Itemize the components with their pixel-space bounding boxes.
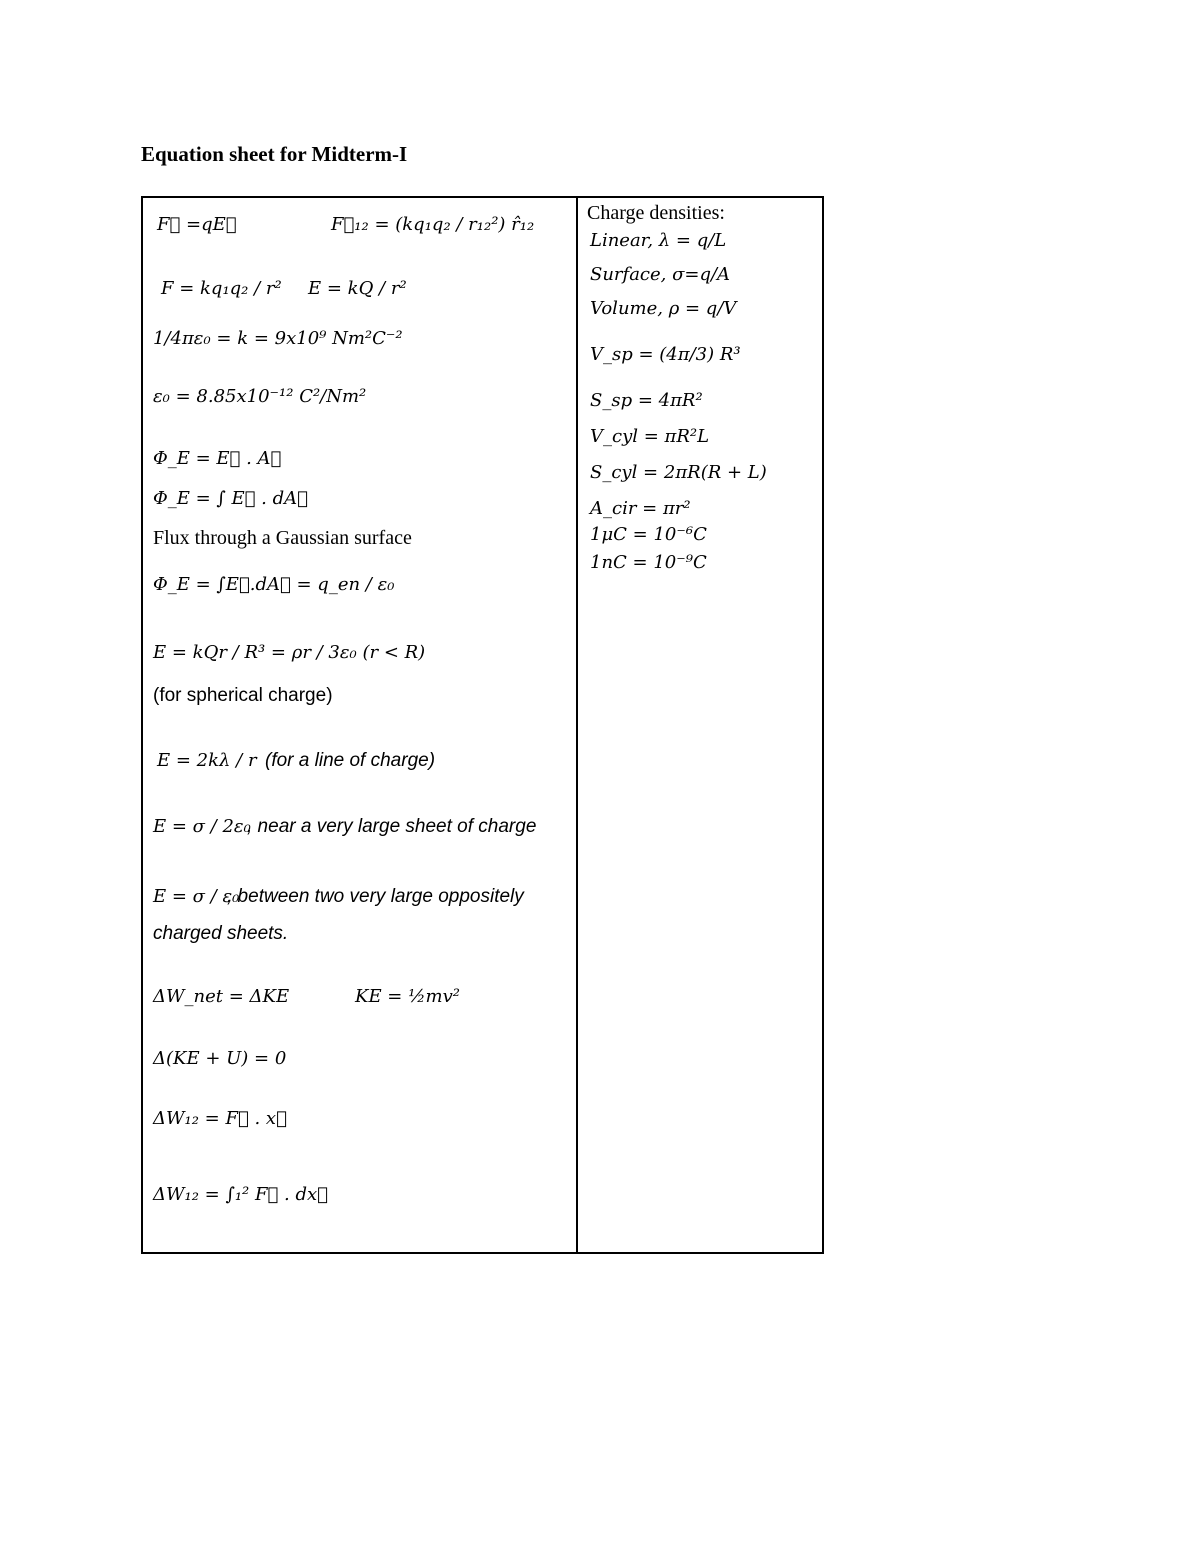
coulomb-force-magnitude-eq: F = kq₁q₂ / r²	[161, 278, 282, 299]
sphere-field-note: (for spherical charge)	[153, 685, 333, 706]
flux-gaussian-label: Flux through a Gaussian surface	[153, 527, 412, 549]
sphere-volume-eq: V_sp = (4π/3) R³	[590, 344, 741, 365]
coulomb-constant-eq: 1/4πε₀ = k = 9x10⁹ Nm²C⁻²	[153, 328, 403, 349]
charge-densities-heading: Charge densities:	[587, 202, 725, 224]
circle-area-eq: A_cir = πr²	[590, 498, 691, 519]
coulomb-force-field-eq: F⃗ =qE⃗	[157, 214, 237, 235]
nanocoulomb-eq: 1nC = 10⁻⁹C	[590, 552, 707, 573]
cylinder-volume-eq: V_cyl = πR²L	[590, 426, 710, 447]
page-title: Equation sheet for Midterm-I	[141, 142, 408, 166]
surface-density-eq: Surface, σ=q/A	[590, 264, 731, 285]
kinetic-energy-eq: KE = ½mv²	[355, 986, 461, 1007]
linear-density-eq: Linear, λ = q/L	[590, 230, 727, 251]
two-sheet-field-note-2: charged sheets.	[153, 923, 289, 944]
left-column	[143, 198, 576, 1252]
microcoulomb-eq: 1μC = 10⁻⁶C	[590, 524, 707, 545]
work-energy-eq: ΔW_net = ΔKE	[153, 986, 290, 1007]
line-charge-eq: E = 2kλ / r	[157, 750, 257, 771]
sphere-field-eq: E = kQr / R³ = ρr / 3ε₀ (r < R)	[153, 642, 426, 663]
coulomb-force-vector-eq: F⃗₁₂ = (kq₁q₂ / r₁₂²) r̂₁₂	[331, 214, 535, 235]
volume-density-eq: Volume, ρ = q/V	[590, 298, 737, 319]
sphere-surface-eq: S_sp = 4πR²	[590, 390, 703, 411]
line-charge-note: (for a line of charge)	[265, 750, 436, 771]
gauss-law-eq: Φ_E = ∫E⃗.dA⃗ = q_en / ε₀	[153, 574, 395, 595]
sheet-field-eq: E = σ / 2ε₀	[153, 816, 251, 837]
flux-flat-eq: Φ_E = E⃗ . A⃗	[153, 448, 282, 469]
work-dot-eq: ΔW₁₂ = F⃗ . x⃗	[153, 1108, 287, 1129]
point-charge-field-eq: E = kQ / r²	[308, 278, 407, 299]
two-sheet-field-eq: E = σ / ε₀	[153, 886, 240, 907]
work-integral-eq: ΔW₁₂ = ∫₁² F⃗ . dx⃗	[153, 1184, 328, 1205]
cylinder-surface-eq: S_cyl = 2πR(R + L)	[590, 462, 767, 483]
energy-conservation-eq: Δ(KE + U) = 0	[153, 1048, 287, 1069]
permittivity-eq: ε₀ = 8.85x10⁻¹² C²/Nm²	[153, 386, 367, 407]
right-column	[578, 198, 822, 1252]
equation-table	[141, 196, 824, 1254]
flux-integral-eq: Φ_E = ∫ E⃗ . dA⃗	[153, 488, 308, 509]
sheet-field-note: , near a very large sheet of charge	[247, 816, 537, 837]
two-sheet-field-note: , between two very large oppositely	[227, 886, 524, 907]
